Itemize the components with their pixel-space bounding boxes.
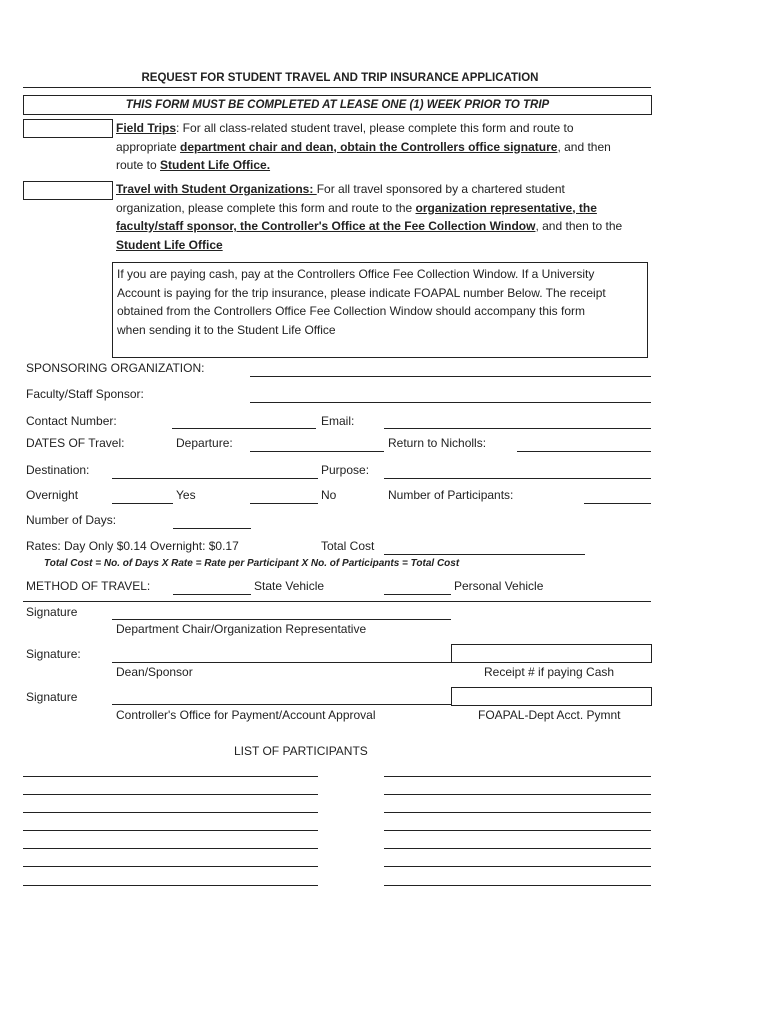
- field-trips-checkbox[interactable]: [23, 119, 113, 138]
- method-rule: [23, 601, 651, 602]
- participant-line[interactable]: [23, 830, 318, 831]
- signature1-label: Signature: [26, 605, 78, 619]
- signature1-field[interactable]: [112, 619, 451, 620]
- field-trips-text2b: , and then: [557, 139, 611, 154]
- yes-label: Yes: [176, 488, 196, 502]
- student-orgs-checkbox[interactable]: [23, 181, 113, 200]
- form-title: REQUEST FOR STUDENT TRAVEL AND TRIP INSURANCE APPLICATION: [141, 72, 539, 84]
- participant-line[interactable]: [384, 885, 651, 886]
- notice-line: If you are paying cash, pay at the Controllers Office Fee Collection Window. If a University: [117, 267, 595, 281]
- personal-vehicle-field[interactable]: [384, 594, 451, 595]
- student-orgs-heading: Travel with Student Organizations:: [116, 182, 317, 196]
- participant-line[interactable]: [384, 776, 651, 777]
- deadline-banner: THIS FORM MUST BE COMPLETED AT LEASE ONE (1) WEEK PRIOR TO TRIP: [23, 95, 652, 115]
- no-label: No: [321, 488, 337, 502]
- destination-label: Destination:: [26, 463, 90, 477]
- state-vehicle-field[interactable]: [173, 594, 251, 595]
- signature1-role: Department Chair/Organization Representative: [116, 622, 367, 636]
- overnight-no-field[interactable]: [250, 503, 318, 504]
- title-rule: [23, 87, 651, 88]
- participant-line[interactable]: [384, 830, 651, 831]
- student-orgs-text3b: , and then to the: [535, 219, 623, 233]
- contact-number-label: Contact Number:: [26, 414, 117, 428]
- faculty-sponsor-field[interactable]: [250, 402, 651, 403]
- email-label: Email:: [321, 414, 355, 428]
- num-days-field[interactable]: [173, 528, 251, 529]
- cost-formula: Total Cost = No. of Days X Rate = Rate per Participant X No. of Participants = Total Cost: [44, 558, 460, 569]
- notice-line: obtained from the Controllers Office Fee Collection Window should accompany this form: [117, 304, 585, 318]
- signature2-label: Signature:: [26, 647, 81, 661]
- return-field[interactable]: [517, 451, 651, 452]
- num-participants-field[interactable]: [584, 503, 651, 504]
- participant-line[interactable]: [384, 812, 651, 813]
- participant-line[interactable]: [23, 885, 318, 886]
- foapal-box[interactable]: [451, 687, 652, 706]
- field-trips-emph2: Student Life Office.: [160, 158, 271, 172]
- participant-line[interactable]: [384, 866, 651, 867]
- sponsoring-org-field[interactable]: [250, 376, 651, 377]
- field-trips-heading: Field Trips: [116, 121, 177, 135]
- foapal-label: FOAPAL-Dept Acct. Pymnt: [478, 708, 621, 722]
- participant-line[interactable]: [23, 812, 318, 813]
- participant-line[interactable]: [23, 866, 318, 867]
- return-label: Return to Nicholls:: [388, 436, 487, 450]
- signature3-label: Signature: [26, 690, 78, 704]
- departure-label: Departure:: [176, 436, 233, 450]
- num-days-label: Number of Days:: [26, 513, 117, 527]
- rates-text: Rates: Day Only $0.14 Overnight: $0.17: [26, 539, 239, 553]
- departure-field[interactable]: [250, 451, 384, 452]
- faculty-sponsor-label: Faculty/Staff Sponsor:: [26, 387, 144, 401]
- method-of-travel-label: METHOD OF TRAVEL:: [26, 579, 151, 593]
- notice-line: Account is paying for the trip insurance, please indicate FOAPAL number Below. The receipt: [117, 285, 606, 300]
- sponsoring-org-label: SPONSORING ORGANIZATION:: [26, 361, 205, 375]
- field-trips-text2a: appropriate: [116, 139, 181, 154]
- dates-of-travel-label: DATES OF Travel:: [26, 436, 125, 450]
- notice-line: when sending it to the Student Life Office: [117, 322, 336, 337]
- field-trips-text1: : For all class-related student travel, please complete this form and route to: [176, 121, 574, 135]
- participant-line[interactable]: [384, 848, 651, 849]
- student-orgs-text1: For all travel sponsored by a chartered student: [316, 182, 565, 196]
- receipt-number-box[interactable]: [451, 644, 652, 663]
- purpose-label: Purpose:: [321, 463, 370, 477]
- total-cost-label: Total Cost: [321, 539, 375, 553]
- contact-number-field[interactable]: [172, 428, 316, 429]
- payment-notice-box: [112, 262, 648, 358]
- participant-line[interactable]: [23, 848, 318, 849]
- participants-heading: LIST OF PARTICIPANTS: [234, 744, 368, 758]
- overnight-yes-field[interactable]: [112, 503, 173, 504]
- personal-vehicle-label: Personal Vehicle: [454, 579, 544, 593]
- num-participants-label: Number of Participants:: [388, 488, 514, 502]
- participant-line[interactable]: [23, 794, 318, 795]
- signature2-role: Dean/Sponsor: [116, 665, 193, 679]
- signature3-role: Controller's Office for Payment/Account Approval: [116, 708, 376, 722]
- email-field[interactable]: [384, 428, 651, 429]
- student-orgs-text2a: organization, please complete this form and route to the: [116, 200, 416, 215]
- destination-field[interactable]: [112, 478, 318, 479]
- participant-line[interactable]: [384, 794, 651, 795]
- overnight-label: Overnight: [26, 488, 79, 502]
- student-orgs-section: [116, 180, 646, 254]
- field-trips-emph: department chair and dean, obtain the Controllers office signature: [180, 139, 558, 154]
- signature3-field[interactable]: [112, 704, 451, 705]
- purpose-field[interactable]: [384, 478, 651, 479]
- signature2-field[interactable]: [112, 662, 451, 663]
- field-trips-section: [116, 119, 646, 175]
- student-orgs-emph3: Student Life Office: [116, 237, 223, 252]
- student-orgs-emph2: faculty/staff sponsor, the Controller's Office at the Fee Collection Window: [116, 219, 536, 233]
- participant-line[interactable]: [23, 776, 318, 777]
- field-trips-text3a: route to: [116, 158, 161, 172]
- state-vehicle-label: State Vehicle: [254, 579, 325, 593]
- total-cost-field[interactable]: [384, 554, 585, 555]
- receipt-label: Receipt # if paying Cash: [484, 665, 615, 679]
- student-orgs-emph1: organization representative, the: [415, 200, 597, 215]
